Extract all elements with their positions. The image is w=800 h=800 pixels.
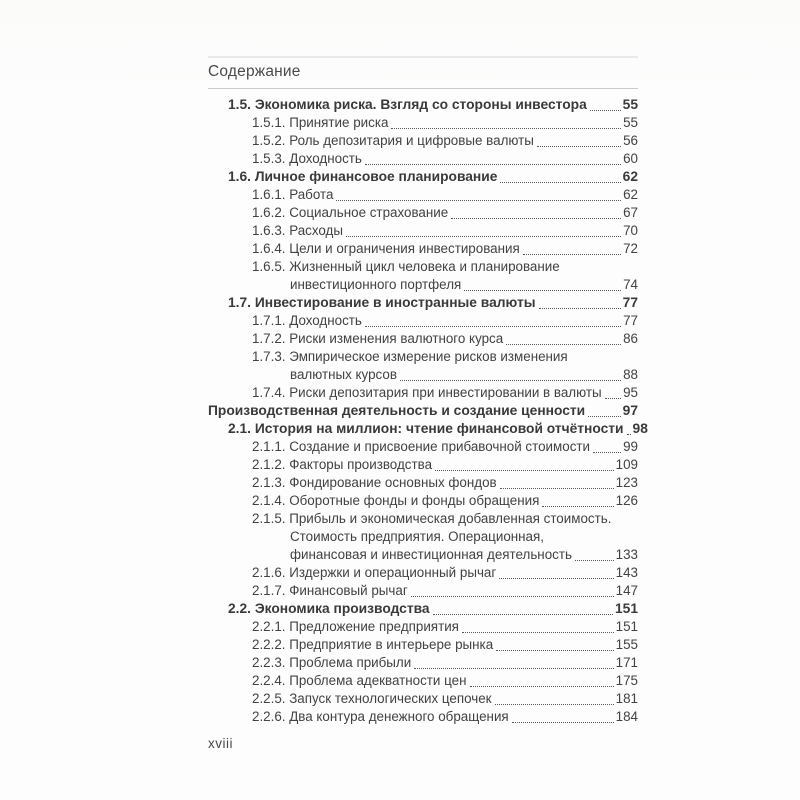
toc-page-number: 55 xyxy=(622,97,638,112)
toc-entry-text: 2.1.3. Фондирование основных фондов xyxy=(252,475,497,490)
toc-page-number: 123 xyxy=(615,475,638,490)
toc-entry-text: 1.6.1. Работа xyxy=(252,187,334,202)
toc-entry-text: 1.6.2. Социальное страхование xyxy=(252,205,449,220)
toc-entry-text: 2.2.5. Запуск технологических цепочек xyxy=(252,691,492,706)
toc-entry-line xyxy=(208,510,638,528)
toc-page-number: 74 xyxy=(623,277,638,292)
toc-entry-text: 1.6.3. Расходы xyxy=(252,223,343,238)
toc-entry-line xyxy=(208,186,638,204)
toc-entry-line xyxy=(208,258,638,276)
toc-page-number: 175 xyxy=(615,673,638,688)
toc-page-number: 95 xyxy=(623,385,638,400)
toc-page-number: 151 xyxy=(614,601,638,616)
toc-entry-text: инвестиционного портфеля xyxy=(290,277,462,292)
toc-entry-text: 1.6.4. Цели и ограничения инвестирования xyxy=(252,241,520,256)
toc-page-number: 133 xyxy=(615,547,638,562)
toc-entry-line xyxy=(208,492,638,510)
dot-leader xyxy=(470,672,614,687)
toc-entry-text: 2.2.2. Предприятие в интерьере рынка xyxy=(252,637,494,652)
dot-leader xyxy=(433,600,613,615)
toc-entry-text: 2.1.1. Создание и присвоение прибавочной стоимости xyxy=(252,439,591,454)
toc-entry-line xyxy=(208,456,638,474)
toc-page-number: 72 xyxy=(623,241,638,256)
dot-leader xyxy=(500,168,620,183)
toc-entry-line xyxy=(208,312,638,330)
dot-leader xyxy=(537,132,621,147)
dot-leader xyxy=(500,474,614,489)
toc-entry-text: 2.2.4. Проблема адекватности цен xyxy=(252,673,467,688)
toc-page-number: 126 xyxy=(615,493,638,508)
toc-entry-line xyxy=(208,420,648,438)
toc-entry-line xyxy=(208,348,638,366)
toc-entry-line xyxy=(208,384,638,402)
toc-entry-text: 2.1. История на миллион: чтение финансовой отчётности xyxy=(228,421,624,436)
toc-entry-text: 2.1.6. Издержки и операционный рычаг xyxy=(252,565,497,580)
toc-entry-text: 1.7.1. Доходность xyxy=(252,313,362,328)
toc-page-number: 88 xyxy=(623,367,638,382)
dot-leader xyxy=(512,708,614,723)
dot-leader xyxy=(414,654,613,669)
dot-leader xyxy=(605,384,622,399)
toc-entry-text: 2.1.2. Факторы производства xyxy=(252,457,433,472)
toc-page-number: 184 xyxy=(615,709,638,724)
toc-entry-line xyxy=(208,582,638,600)
toc-page-number: 70 xyxy=(623,223,638,238)
toc-page-number: 67 xyxy=(623,205,638,220)
toc-entry-text: 1.6.5. Жизненный цикл человека и планирование xyxy=(252,259,560,274)
toc-entry-text: 1.6. Личное финансовое планирование xyxy=(228,169,498,184)
toc-entry-text: 2.1.5. Прибыль и экономическая добавленная стоимость. xyxy=(252,511,612,526)
toc-page-number: 62 xyxy=(623,187,638,202)
toc-entry-text: 2.2.6. Два контура денежного обращения xyxy=(252,709,509,724)
toc-entry-text: 1.7. Инвестирование в иностранные валюты xyxy=(228,295,536,310)
toc-page-number: 60 xyxy=(623,151,638,166)
toc-content xyxy=(208,56,648,726)
toc-page-number: 77 xyxy=(623,313,638,328)
toc-page-number: 155 xyxy=(615,637,638,652)
dot-leader xyxy=(499,564,613,579)
toc-page-number: 56 xyxy=(623,133,638,148)
dot-leader xyxy=(411,582,614,597)
toc-entry-text: 1.5.2. Роль депозитария и цифровые валюты xyxy=(252,133,534,148)
dot-leader xyxy=(590,96,621,111)
toc-entry-line xyxy=(208,114,638,132)
toc-entry-text: валютных курсов xyxy=(290,367,397,382)
toc-page-number: 99 xyxy=(623,439,638,454)
toc-entry-line xyxy=(208,672,638,690)
toc-entry-line xyxy=(208,438,638,456)
toc-page-number: 151 xyxy=(615,619,638,634)
toc-entry-line xyxy=(208,96,638,114)
toc-entry-line xyxy=(208,330,638,348)
folio-page-number: xviii xyxy=(208,736,233,751)
toc-entry-text: 2.2. Экономика производства xyxy=(228,601,430,616)
dot-leader xyxy=(506,330,621,345)
toc-entry-line xyxy=(208,294,638,312)
toc-entry-text: 1.5.3. Доходность xyxy=(252,151,362,166)
toc-entry-line xyxy=(208,222,638,240)
dot-leader xyxy=(542,492,613,507)
dot-leader xyxy=(400,366,621,381)
toc-page-number: 109 xyxy=(615,457,638,472)
toc-page-number: 55 xyxy=(623,115,638,130)
toc-entry-text: 1.5.1. Принятие риска xyxy=(252,115,389,130)
toc-entry-line xyxy=(208,240,638,258)
dot-leader xyxy=(523,240,621,255)
page-title: Содержание xyxy=(208,63,301,80)
toc-page-number: 171 xyxy=(615,655,638,670)
toc-page-number: 62 xyxy=(622,169,638,184)
toc-entry-line xyxy=(208,564,638,582)
toc-entry-text: финансовая и инвестиционная деятельность xyxy=(290,547,572,562)
toc-entry-text: 1.7.4. Риски депозитария при инвестировании в валюты xyxy=(252,385,602,400)
toc-entry-text: 2.2.3. Проблема прибыли xyxy=(252,655,412,670)
toc-entry-line xyxy=(208,600,638,618)
toc-page-number: 77 xyxy=(622,295,638,310)
toc-page-number: 147 xyxy=(615,583,638,598)
toc-entry-line xyxy=(208,474,638,492)
toc-entry-text: Производственная деятельность и создание ценности xyxy=(208,403,586,418)
toc-entry-line xyxy=(208,132,638,150)
toc-entry-text: Стоимость предприятия. Операционная, xyxy=(290,529,544,544)
dot-leader xyxy=(464,276,621,291)
toc-list xyxy=(208,89,648,726)
dot-leader xyxy=(496,636,613,651)
toc-entry-text: 2.1.4. Оборотные фонды и фонды обращения xyxy=(252,493,540,508)
toc-entry-line xyxy=(208,204,638,222)
dot-leader xyxy=(593,438,621,453)
toc-entry-line xyxy=(208,654,638,672)
dot-leader xyxy=(575,546,614,561)
toc-page-number: 97 xyxy=(622,403,638,418)
toc-entry-text: 2.2.1. Предложение предприятия xyxy=(252,619,459,634)
toc-entry-line xyxy=(208,690,638,708)
toc-entry-line xyxy=(208,402,638,420)
dot-leader xyxy=(391,114,621,129)
toc-entry-line xyxy=(208,708,638,726)
toc-entry-line xyxy=(208,636,638,654)
toc-entry-text: 1.7.3. Эмпирическое измерение рисков изменения xyxy=(252,349,568,364)
toc-entry-line xyxy=(208,168,638,186)
dot-leader xyxy=(365,312,621,327)
dot-leader xyxy=(495,690,614,705)
dot-leader xyxy=(346,222,621,237)
toc-page-number: 181 xyxy=(615,691,638,706)
toc-page-number: 143 xyxy=(615,565,638,580)
toc-page-number: 86 xyxy=(623,331,638,346)
toc-entry-text: 1.7.2. Риски изменения валютного курса xyxy=(252,331,504,346)
toc-entry-line xyxy=(208,276,638,294)
dot-leader xyxy=(451,204,621,219)
dot-leader xyxy=(627,420,631,435)
toc-entry-text: 2.1.7. Финансовый рычаг xyxy=(252,583,408,598)
toc-entry-line xyxy=(208,618,638,636)
dot-leader xyxy=(336,186,621,201)
dot-leader xyxy=(435,456,614,471)
dot-leader xyxy=(365,150,621,165)
toc-page-number: 98 xyxy=(632,421,648,436)
toc-entry-line xyxy=(208,546,638,564)
toc-entry-line xyxy=(208,366,638,384)
toc-entry-text: 1.5. Экономика риска. Взгляд со стороны инвестора xyxy=(228,97,587,112)
dot-leader xyxy=(539,294,621,309)
dot-leader xyxy=(462,618,614,633)
toc-entry-line xyxy=(208,528,638,546)
dot-leader xyxy=(588,402,620,417)
toc-entry-line xyxy=(208,150,638,168)
